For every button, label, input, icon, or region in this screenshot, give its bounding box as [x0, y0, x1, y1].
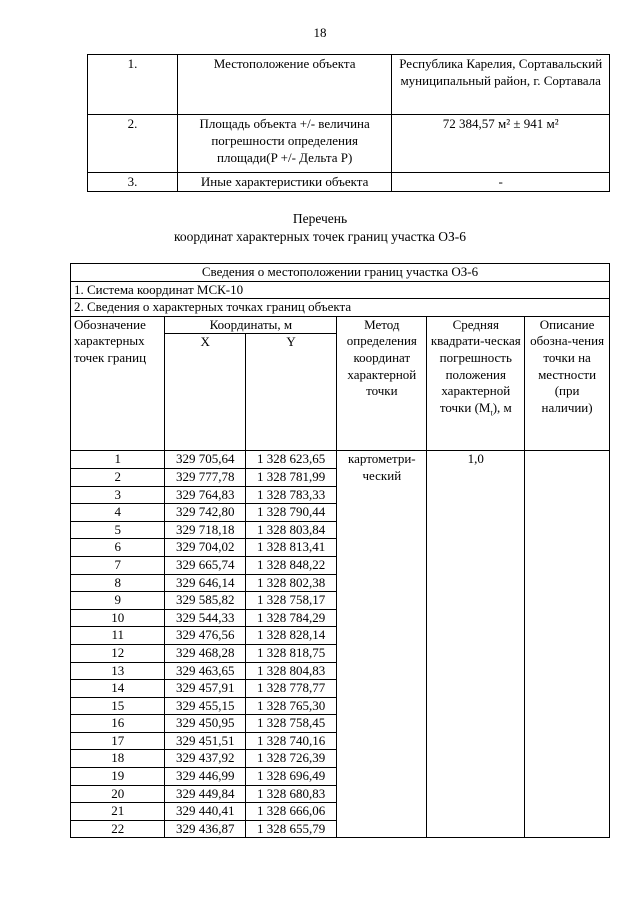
description-value [525, 451, 610, 838]
coord-y: 1 328 783,33 [246, 486, 337, 504]
coord-y: 1 328 680,83 [246, 785, 337, 803]
coord-x: 329 449,84 [165, 785, 246, 803]
header-error-tail: ), м [492, 399, 512, 415]
point-number: 4 [71, 504, 165, 522]
point-number: 22 [71, 820, 165, 838]
point-number: 12 [71, 644, 165, 662]
heading-title: Перечень [292, 211, 348, 226]
coord-x: 329 440,41 [165, 803, 246, 821]
section-points: 2. Сведения о характерных точках границ объекта [71, 299, 610, 317]
coord-x: 329 436,87 [165, 820, 246, 838]
coord-y: 1 328 828,14 [246, 627, 337, 645]
coord-y: 1 328 784,29 [246, 609, 337, 627]
header-designation: Обозначение характерных точек границ [71, 316, 165, 451]
coord-x: 329 704,02 [165, 539, 246, 557]
point-number: 21 [71, 803, 165, 821]
coord-y: 1 328 726,39 [246, 750, 337, 768]
method-value: картометри-ческий [337, 451, 427, 838]
coord-x: 329 457,91 [165, 680, 246, 698]
coord-y: 1 328 666,06 [246, 803, 337, 821]
coord-y: 1 328 802,38 [246, 574, 337, 592]
row-number: 1. [88, 55, 178, 115]
coord-x: 329 476,56 [165, 627, 246, 645]
coord-x: 329 468,28 [165, 644, 246, 662]
coord-x: 329 718,18 [165, 521, 246, 539]
point-number: 2 [71, 468, 165, 486]
coord-y: 1 328 696,49 [246, 768, 337, 786]
row-number: 3. [88, 173, 178, 192]
point-number: 18 [71, 750, 165, 768]
coord-y: 1 328 790,44 [246, 504, 337, 522]
point-number: 9 [71, 592, 165, 610]
point-number: 14 [71, 680, 165, 698]
point-number: 13 [71, 662, 165, 680]
coord-x: 329 585,82 [165, 592, 246, 610]
header-description: Описание обозна-чения точки на местности (при наличии) [525, 316, 610, 451]
point-number: 17 [71, 732, 165, 750]
header-error-text: Средняя квадрати-ческая погрешность положения характерной точки (M [430, 316, 521, 415]
coord-x: 329 544,33 [165, 609, 246, 627]
coord-y: 1 328 623,65 [246, 451, 337, 469]
object-info-table [87, 54, 610, 192]
list-heading [0, 210, 640, 246]
coord-x: 329 665,74 [165, 556, 246, 574]
page-number: 18 [313, 25, 327, 40]
coord-x: 329 455,15 [165, 697, 246, 715]
row-label: Местоположение объекта [177, 55, 392, 115]
coord-x: 329 463,65 [165, 662, 246, 680]
header-y: Y [246, 334, 337, 451]
coord-x: 329 764,83 [165, 486, 246, 504]
point-number: 10 [71, 609, 165, 627]
coord-y: 1 328 818,75 [246, 644, 337, 662]
row-value: - [392, 173, 610, 192]
coord-x: 329 451,51 [165, 732, 246, 750]
coord-x: 329 742,80 [165, 504, 246, 522]
row-value: 72 384,57 м² ± 941 м² [392, 115, 610, 173]
section-coordinate-system: 1. Система координат МСК-10 [71, 281, 610, 299]
header-method: Метод определения координат характерной точки [337, 316, 427, 451]
coord-x: 329 777,78 [165, 468, 246, 486]
coord-x: 329 646,14 [165, 574, 246, 592]
point-number: 3 [71, 486, 165, 504]
coord-y: 1 328 740,16 [246, 732, 337, 750]
coord-y: 1 328 765,30 [246, 697, 337, 715]
point-number: 5 [71, 521, 165, 539]
error-value: 1,0 [427, 451, 525, 838]
point-number: 20 [71, 785, 165, 803]
point-number: 19 [71, 768, 165, 786]
coordinates-table [70, 263, 610, 838]
row-label: Иные характеристики объекта [177, 173, 392, 192]
coord-y: 1 328 813,41 [246, 539, 337, 557]
table-row [88, 173, 610, 192]
point-number: 1 [71, 451, 165, 469]
point-number: 6 [71, 539, 165, 557]
heading-subtitle: координат характерных точек границ участка ОЗ-6 [174, 229, 466, 244]
header-error [427, 316, 525, 451]
coord-x: 329 450,95 [165, 715, 246, 733]
point-number: 15 [71, 697, 165, 715]
coord-y: 1 328 781,99 [246, 468, 337, 486]
coord-y: 1 328 758,17 [246, 592, 337, 610]
row-number: 2. [88, 115, 178, 173]
table-row [88, 55, 610, 115]
point-number: 11 [71, 627, 165, 645]
header-error-subscript: t [490, 408, 493, 418]
coord-x: 329 705,64 [165, 451, 246, 469]
coord-y: 1 328 778,77 [246, 680, 337, 698]
row-value: Республика Карелия, Сортавальский муниципальный район, г. Сортавала [392, 55, 610, 115]
table-title: Сведения о местоположении границ участка ОЗ-6 [71, 264, 610, 282]
coord-y: 1 328 758,45 [246, 715, 337, 733]
coord-x: 329 437,92 [165, 750, 246, 768]
coord-y: 1 328 848,22 [246, 556, 337, 574]
table-row [88, 115, 610, 173]
header-coordinates: Координаты, м [165, 316, 337, 334]
header-x: X [165, 334, 246, 451]
coord-y: 1 328 803,84 [246, 521, 337, 539]
coord-y: 1 328 655,79 [246, 820, 337, 838]
coord-y: 1 328 804,83 [246, 662, 337, 680]
point-number: 8 [71, 574, 165, 592]
point-number: 16 [71, 715, 165, 733]
coord-x: 329 446,99 [165, 768, 246, 786]
row-label: Площадь объекта +/- величина погрешности определения площади(P +/- Дельта P) [177, 115, 392, 173]
table-row [71, 451, 610, 469]
point-number: 7 [71, 556, 165, 574]
